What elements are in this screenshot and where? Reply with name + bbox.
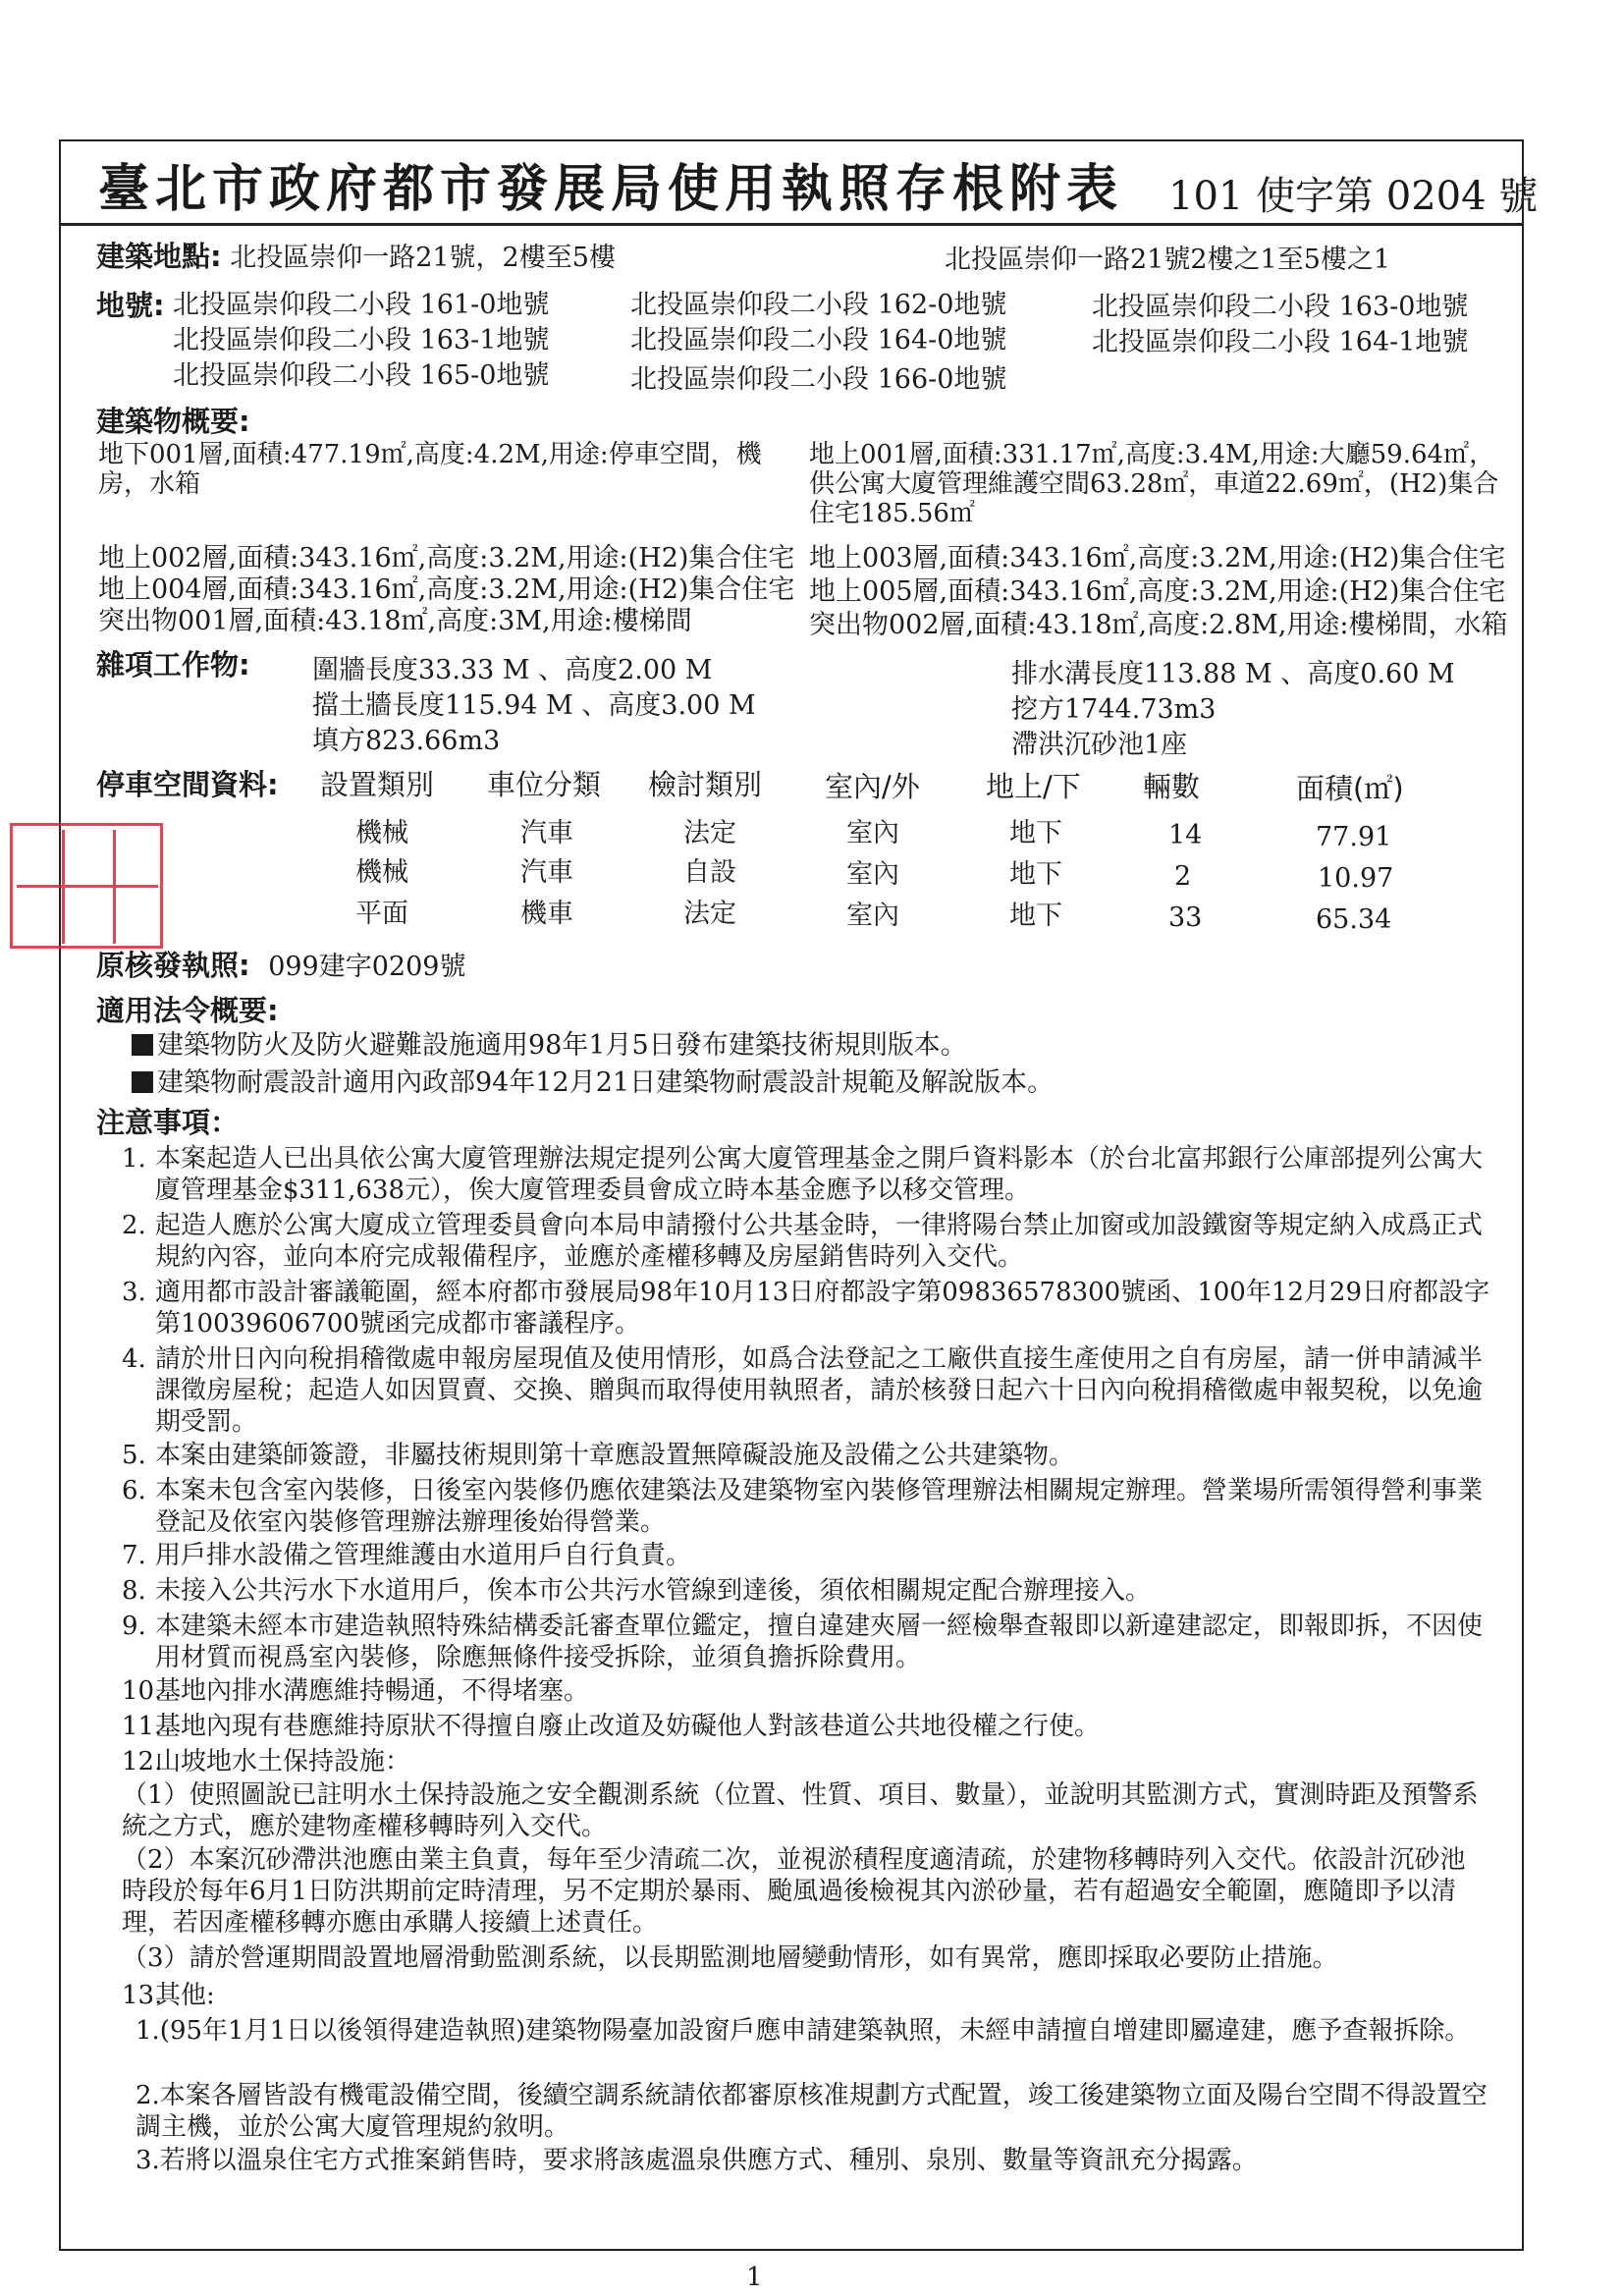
note-text: 未接入公共污水下水道用戶，俟本市公共污水管線到達後，須依相關規定配合辦理接入。 [155,1576,1152,1606]
note-item [122,1711,1504,1742]
note-text: 本建築未經本市建造執照特殊結構委託審查單位鑑定，擅自違建夾層一經檢舉查報即以新違建認定，即報即拆，不因使用材質而視爲室內裝修，除應無條件接受拆除，並須負擔拆除費用。 [155,1612,1484,1672]
parking-header: 輛數 [1143,770,1201,803]
cell: 地下 [1009,818,1062,848]
cell: 汽車 [520,818,573,848]
misc-item: 擋土牆長度115.94 M 、高度3.00 M [312,690,756,721]
cell: 14 [1168,820,1203,850]
cell: 2 [1174,861,1192,892]
cell: 法定 [683,818,736,848]
law-text: 建築物防火及防火避難設施適用98年1月5日發布建築技術規則版本。 [157,1030,967,1061]
site-label: 建築地點: [96,240,222,273]
lot-item: 北投區崇仰段二小段 161-0地號 [173,290,550,320]
lot-item: 北投區崇仰段二小段 164-1地號 [1092,327,1469,357]
note-item [122,1746,1504,1777]
overview-r1: 突出物001層,面積:43.18㎡,高度:3M,用途:樓梯間 [98,606,692,636]
note-number: 12. [122,1747,163,1777]
note-item [122,1440,1504,1471]
original-permit-value: 099建字0209號 [268,952,466,982]
parking-header: 面積(㎡) [1296,772,1404,805]
original-permit-row [96,949,465,984]
lot-item: 北投區崇仰段二小段 164-0地號 [630,325,1007,355]
cell: 地下 [1009,859,1062,890]
overview-f5: 地上005層,面積:343.16㎡,高度:3.2M,用途:(H2)集合住宅 [809,576,1506,607]
note-item [122,1143,1504,1206]
note-item [122,1343,1504,1438]
permit-number: 101 使字第 0204 號 [1168,174,1539,219]
parking-label: 停車空間資料: [96,768,279,801]
note-text: 適用都市設計審議範圍，經本府都市發展局98年10月13日府都設字第09836578300號函、100年12月29日府都設字第10039606700號函完成都市審議程序。 [155,1278,1490,1339]
misc-item: 排水溝長度113.88 M 、高度0.60 M [1011,659,1455,689]
note-text: 用戶排水設備之管理維護由水道用戶自行負責。 [155,1541,692,1570]
sub-note-12-3: （3）請於營運期間設置地層滑動監測系統，以長期監測地層變動情形，如有異常，應即採取必要防止措施。 [122,1943,1338,1973]
note-item [122,1475,1504,1538]
cell: 33 [1168,902,1203,933]
cell: 室內 [846,859,899,890]
seal-stamp-icon [10,823,163,949]
note-text: 山坡地水土保持設施： [155,1747,411,1777]
law-item [132,1066,1054,1100]
parking-header: 車位分類 [487,768,602,801]
cell: 機械 [355,818,408,848]
misc-item: 圍牆長度33.33 M 、高度2.00 M [312,655,713,685]
misc-item: 挖方1744.73m3 [1011,694,1217,725]
overview-f2: 地上002層,面積:343.16㎡,高度:3.2M,用途:(H2)集合住宅 [98,543,795,574]
cell: 平面 [355,899,408,929]
site-row [96,240,616,275]
note-number: 5. [122,1441,146,1470]
cell: 機車 [520,899,573,929]
note-text: 起造人應於公寓大廈成立管理委員會向本局申請撥付公共基金時，一律將陽台禁止加窗或加設鐵窗等規定納入成爲正式規約內容，並向本府完成報備程序，並應於產權移轉及房屋銷售時列入交代。 [155,1211,1484,1272]
note-number: 1. [122,1144,146,1174]
page-number: 1 [746,2263,763,2292]
lot-item: 北投區崇仰段二小段 162-0地號 [630,290,1007,320]
cell: 機械 [355,857,408,888]
cell: 10.97 [1318,863,1394,894]
cell: 65.34 [1316,904,1392,935]
lot-item: 北投區崇仰段二小段 163-0地號 [1092,292,1469,322]
note-item [122,1540,1504,1571]
note-number: 9. [122,1612,146,1641]
note-number: 13. [122,1981,163,2010]
sub-note-12-1: （1）使照圖說已註明水土保持設施之安全觀測系統（位置、性質、項目、數量），並說明其監測方式，實測時距及預警系統之方式，應於建物產權移轉時列入交代。 [122,1780,1479,1841]
note-text: 本案由建築師簽證，非屬技術規則第十章應設置無障礙設施及設備之公共建築物。 [155,1441,1075,1470]
parking-header: 地上/下 [986,770,1081,803]
cell: 室內 [846,901,899,931]
site-value: 北投區崇仰一路21號，2樓至5樓 [230,243,616,273]
note-number: 3. [122,1278,146,1307]
note-item [122,1210,1504,1273]
cell: 自設 [683,857,736,888]
note-text: 請於卅日內向稅捐稽徵處申報房屋現值及使用情形，如爲合法登記之工廠供直接生產使用之自有房屋，請一併申請減半課徵房屋稅；起造人如因買賣、交換、贈與而取得使用執照者，請於核發日起六十日內向稅捐稽徵處申報契稅，以免逾期受罰。 [155,1344,1484,1437]
cell: 法定 [683,899,736,929]
overview-f4: 地上004層,面積:343.16㎡,高度:3.2M,用途:(H2)集合住宅 [98,574,795,605]
cell: 室內 [846,818,899,848]
original-permit-label: 原核發執照: [96,949,250,982]
parking-header: 室內/外 [825,770,920,803]
note-number: 4. [122,1344,146,1374]
parking-header: 設置類別 [320,768,435,801]
note-text: 本案起造人已出具依公寓大廈管理辦法規定提列公寓大廈管理基金之開戶資料影本（於台北富邦銀行公庫部提列公寓大廈管理基金$311,638元），俟大廈管理委員會成立時本基金應予以移交管理。 [155,1144,1484,1205]
note-text: 基地內現有巷應維持原狀不得擅自廢止改道及妨礙他人對該巷道公共地役權之行使。 [155,1712,1101,1741]
laws-label: 適用法令概要: [96,994,279,1027]
site-value-2: 北投區崇仰一路21號2樓之1至5樓之1 [945,245,1391,275]
law-item [132,1029,967,1063]
note-number: 11. [122,1712,163,1741]
note-text: 其他: [155,1981,215,2010]
note-item [122,1980,1504,2011]
square-bullet-icon [132,1034,153,1056]
note-number: 8. [122,1576,146,1606]
sub-note-12-2: （2）本案沉砂滯洪池應由業主負責，每年至少清疏二次，並視淤積程度適清疏，於建物移轉時列入交代。依設計沉砂池時段於每年6月1日防洪期前定時清理，另不定期於暴雨、颱風過後檢視其內淤砂量，若有超過安全範圍，應隨即予以清理，若因產權移轉亦應由承購人接續上述責任。 [122,1845,1466,1938]
square-bullet-icon [132,1071,153,1093]
overview-label: 建築物概要: [96,405,250,438]
lot-item: 北投區崇仰段二小段 163-1地號 [173,325,550,355]
sub-note-13-1: 1.(95年1月1日以後領得建造執照)建築物陽臺加設窗戶應申請建築執照，未經申請擅自增建即屬違建，應予查報拆除。 [135,2016,1471,2046]
note-text: 本案未包含室內裝修，日後室內裝修仍應依建築法及建築物室內裝修管理辦法相關規定辦理。營業場所需領得營利事業登記及依室內裝修管理辦法辦理後始得營業。 [155,1476,1484,1537]
sub-note-13-2: 2.本案各層皆設有機電設備空間，後續空調系統請依都審原核准規劃方式配置，竣工後建築物立面及陽台空間不得設置空調主機，並於公寓大廈管理規約敘明。 [135,2081,1488,2142]
note-number: 7. [122,1541,146,1570]
note-text: 基地內排水溝應維持暢通，不得堵塞。 [155,1676,590,1706]
note-item [122,1611,1504,1673]
lot-item: 北投區崇仰段二小段 165-0地號 [173,360,550,391]
document-title: 臺北市政府都市發展局使用執照存根附表 [98,159,1124,219]
note-item [122,1675,1504,1707]
note-number: 2. [122,1211,146,1240]
note-item [122,1277,1504,1339]
note-number: 6. [122,1476,146,1505]
overview-f1: 地上001層,面積:331.17㎡,高度:3.4M,用途:大廳59.64㎡，供公寓大廈管理維護空間63.28㎡，車道22.69㎡，(H2)集合住宅185.56㎡ [809,440,1499,528]
law-text: 建築物耐震設計適用內政部94年12月21日建築物耐震設計規範及解說版本。 [157,1067,1055,1098]
cell: 77.91 [1316,822,1392,852]
lot-item: 北投區崇仰段二小段 166-0地號 [630,364,1007,395]
parking-header: 檢討類別 [648,768,763,801]
overview-f3: 地上003層,面積:343.16㎡,高度:3.2M,用途:(H2)集合住宅 [809,543,1506,574]
cell: 地下 [1009,901,1062,931]
sub-note-13-3: 3.若將以溫泉住宅方式推案銷售時，要求將該處溫泉供應方式、種別、泉別、數量等資訊充分揭露。 [135,2146,1258,2175]
notes-label: 注意事項： [96,1106,240,1139]
misc-label: 雜項工作物: [96,648,250,682]
note-item [122,1575,1504,1607]
overview-b1: 地下001層,面積:477.19㎡,高度:4.2M,用途:停車空間，機房，水箱 [98,440,762,499]
misc-item: 滯洪沉砂池1座 [1011,730,1188,760]
cell: 汽車 [520,857,573,888]
misc-item: 填方823.66m3 [312,726,501,756]
note-number: 10. [122,1676,163,1706]
overview-r2: 突出物002層,面積:43.18㎡,高度:2.8M,用途:樓梯間，水箱 [809,610,1508,640]
lots-label: 地號: [96,289,165,322]
